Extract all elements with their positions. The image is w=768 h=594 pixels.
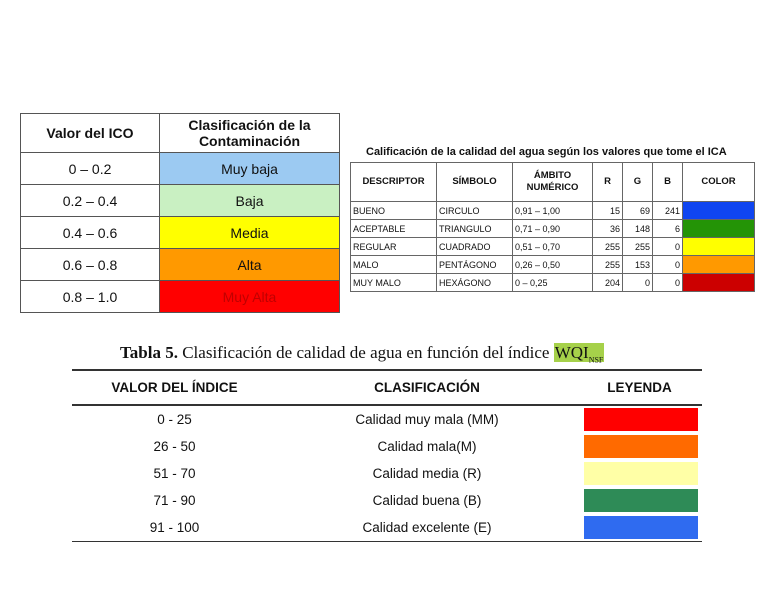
wqi-row bbox=[72, 405, 702, 433]
ica-row bbox=[351, 256, 755, 274]
ico-table-body bbox=[21, 153, 340, 313]
ica-g: 148 bbox=[623, 220, 653, 238]
ica-range: 0 – 0,25 bbox=[513, 274, 593, 292]
ico-row bbox=[21, 217, 340, 249]
wqi-legend-swatch bbox=[584, 489, 698, 512]
wqi-range: 26 - 50 bbox=[153, 439, 196, 454]
ica-range: 0,51 – 0,70 bbox=[513, 238, 593, 256]
ica-g: 255 bbox=[623, 238, 653, 256]
wqi-caption-sub: NSF bbox=[588, 355, 604, 365]
ico-header-value: Valor del ICO bbox=[21, 114, 160, 153]
wqi-legend-cell bbox=[577, 487, 702, 514]
ica-descriptor: ACEPTABLE bbox=[351, 220, 437, 238]
wqi-legend-cell bbox=[577, 514, 702, 542]
ica-symbol: HEXÁGONO bbox=[437, 274, 513, 292]
wqi-class: Calidad media (R) bbox=[372, 466, 482, 481]
wqi-classification-table bbox=[72, 369, 702, 542]
ico-class: Muy baja bbox=[160, 153, 340, 185]
ico-class: Baja bbox=[160, 185, 340, 217]
ica-descriptor: BUENO bbox=[351, 202, 437, 220]
wqi-header-row bbox=[72, 370, 702, 405]
ica-classification-table bbox=[350, 162, 755, 292]
ica-b: 6 bbox=[653, 220, 683, 238]
wqi-legend-cell bbox=[577, 405, 702, 433]
ica-color-swatch bbox=[683, 274, 755, 292]
ica-header-g: G bbox=[623, 163, 653, 202]
ica-range: 0,91 – 1,00 bbox=[513, 202, 593, 220]
ica-r: 255 bbox=[593, 256, 623, 274]
wqi-range: 51 - 70 bbox=[153, 466, 196, 481]
ica-b: 0 bbox=[653, 274, 683, 292]
wqi-class: Calidad muy mala (MM) bbox=[355, 412, 499, 427]
ica-row bbox=[351, 274, 755, 292]
wqi-row bbox=[72, 433, 702, 460]
ico-class: Media bbox=[160, 217, 340, 249]
ico-row bbox=[21, 185, 340, 217]
wqi-header-value: VALOR DEL ÍNDICE bbox=[72, 370, 277, 405]
wqi-row bbox=[72, 487, 702, 514]
ica-row bbox=[351, 220, 755, 238]
ica-b: 0 bbox=[653, 256, 683, 274]
wqi-caption-highlight bbox=[554, 343, 605, 365]
ica-descriptor: MALO bbox=[351, 256, 437, 274]
wqi-legend-swatch bbox=[584, 516, 698, 539]
ica-table-title: Calificación de la calidad del agua según los valores que tome el ICA bbox=[366, 146, 727, 158]
ico-range: 0.6 – 0.8 bbox=[21, 249, 160, 281]
ica-symbol: PENTÁGONO bbox=[437, 256, 513, 274]
wqi-range: 71 - 90 bbox=[153, 493, 196, 508]
wqi-class: Calidad mala(M) bbox=[377, 439, 477, 454]
ico-row bbox=[21, 153, 340, 185]
wqi-header-class: CLASIFICACIÓN bbox=[277, 370, 577, 405]
wqi-table-caption bbox=[120, 343, 604, 364]
wqi-legend-cell bbox=[577, 460, 702, 487]
ica-r: 15 bbox=[593, 202, 623, 220]
ica-color-swatch bbox=[683, 256, 755, 274]
ico-range: 0.8 – 1.0 bbox=[21, 281, 160, 313]
ica-color-swatch bbox=[683, 238, 755, 256]
ico-range: 0.2 – 0.4 bbox=[21, 185, 160, 217]
ica-header-descriptor: DESCRIPTOR bbox=[351, 163, 437, 202]
ica-range: 0,26 – 0,50 bbox=[513, 256, 593, 274]
ico-classification-table bbox=[20, 113, 340, 313]
ico-row bbox=[21, 281, 340, 313]
ica-header-r: R bbox=[593, 163, 623, 202]
ica-r: 204 bbox=[593, 274, 623, 292]
ica-g: 0 bbox=[623, 274, 653, 292]
ica-r: 255 bbox=[593, 238, 623, 256]
ica-descriptor: MUY MALO bbox=[351, 274, 437, 292]
ica-symbol: CIRCULO bbox=[437, 202, 513, 220]
ico-range: 0 – 0.2 bbox=[21, 153, 160, 185]
wqi-range: 0 - 25 bbox=[157, 412, 192, 427]
wqi-class: Calidad excelente (E) bbox=[277, 514, 577, 542]
ica-row bbox=[351, 238, 755, 256]
ica-range: 0,71 – 0,90 bbox=[513, 220, 593, 238]
ica-g: 69 bbox=[623, 202, 653, 220]
ica-descriptor: REGULAR bbox=[351, 238, 437, 256]
wqi-legend-swatch bbox=[584, 435, 698, 458]
ico-class: Alta bbox=[160, 249, 340, 281]
wqi-legend-swatch bbox=[584, 462, 698, 485]
ica-table-body bbox=[351, 202, 755, 292]
ico-row bbox=[21, 249, 340, 281]
wqi-table-body bbox=[72, 405, 702, 542]
wqi-caption-label: Tabla 5. bbox=[120, 343, 178, 362]
ico-header-class: Clasificación de la Contaminación bbox=[160, 114, 340, 153]
ica-header-b: B bbox=[653, 163, 683, 202]
ico-class: Muy Alta bbox=[160, 281, 340, 313]
ica-color-swatch bbox=[683, 220, 755, 238]
ica-row bbox=[351, 202, 755, 220]
wqi-row bbox=[72, 514, 702, 542]
ica-symbol: CUADRADO bbox=[437, 238, 513, 256]
ica-symbol: TRIANGULO bbox=[437, 220, 513, 238]
wqi-row bbox=[72, 460, 702, 487]
ica-header-row bbox=[351, 163, 755, 202]
ica-header-symbol: SÍMBOLO bbox=[437, 163, 513, 202]
wqi-header-legend: LEYENDA bbox=[577, 370, 702, 405]
ica-r: 36 bbox=[593, 220, 623, 238]
wqi-class: Calidad buena (B) bbox=[372, 493, 482, 508]
ica-b: 241 bbox=[653, 202, 683, 220]
ica-header-color: COLOR bbox=[683, 163, 755, 202]
wqi-legend-cell bbox=[577, 433, 702, 460]
ico-range: 0.4 – 0.6 bbox=[21, 217, 160, 249]
ica-color-swatch bbox=[683, 202, 755, 220]
wqi-caption-text: Clasificación de calidad de agua en función del índice bbox=[182, 343, 550, 362]
ica-b: 0 bbox=[653, 238, 683, 256]
wqi-legend-swatch bbox=[584, 408, 698, 431]
ico-header-row bbox=[21, 114, 340, 153]
ica-header-range: ÁMBITO NUMÉRICO bbox=[513, 163, 593, 202]
ica-g: 153 bbox=[623, 256, 653, 274]
wqi-range: 91 - 100 bbox=[72, 514, 277, 542]
wqi-caption-wqi: WQI bbox=[554, 343, 589, 362]
